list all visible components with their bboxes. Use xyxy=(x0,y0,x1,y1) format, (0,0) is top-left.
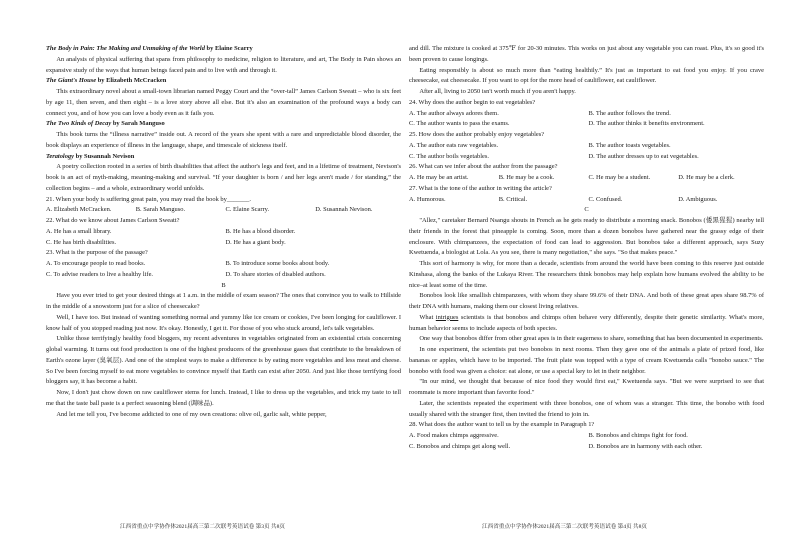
options xyxy=(46,205,401,216)
options xyxy=(409,431,764,453)
option: D. He may be a clerk. xyxy=(678,174,735,181)
option: C. Elaine Scarry. xyxy=(225,206,270,214)
paragraph: After all, living to 2050 isn't worth much if you aren't happy. xyxy=(419,88,576,95)
paragraph: What intrigues scientists is that bonobos and chimps often behave very differently, despite their genetic similarity. What's more, human behavior seems to include aspects of both species. xyxy=(409,313,765,332)
option: B. Bonobos and chimps fight for food. xyxy=(588,432,688,439)
paragraph: Have you ever tried to get your desired things at 1 a.m. in the middle of exam season? The ones that convince you to walk to Hillside in the middle of a snowstorm just for a slice of cheesecake? xyxy=(46,292,401,310)
option: D. The author dresses up to eat vegetables. xyxy=(588,152,699,160)
right-column xyxy=(409,44,764,453)
question-stem: 21. When your body is suffering great pain, you may read the book by_______. xyxy=(46,195,252,203)
page-footer: 江西省重点中学协作体2021届高三第二次联考英语试卷 第3页 共8页 xyxy=(120,524,286,530)
option: A. He has a small library. xyxy=(46,227,112,235)
question-stem: 28. What does the author want to tell us by the example in Paragraph 1? xyxy=(409,421,595,429)
options xyxy=(409,195,764,206)
options xyxy=(409,141,764,163)
book-description: A poetry collection rooted in a series of birth disabilities that affect the author's legs and feet, and in a lifetime of treatment, Nevison's book is an act of myth-making, meaning-making and survival. “If your daughter is born / and her legs aren't made / for standing,” the collection begins – and a whole, extraordinary world unfolds. xyxy=(46,163,401,192)
paragraph: and dill. The mixture is cooked at 375℉ for 20-30 minutes. This works on just about any vegetable you can roast. Plus, it's so good it's been proven to cause longings. xyxy=(409,45,764,63)
option: B. He has a blood disorder. xyxy=(225,227,296,235)
option: A. The author eats raw vegetables. xyxy=(409,141,499,149)
option: C. He has birth disabilities. xyxy=(46,238,117,246)
option: A. Humorous. xyxy=(409,195,446,203)
option: C. The author wants to pass the exams. xyxy=(409,120,510,128)
option: D. He has a giant body. xyxy=(225,238,286,246)
paragraph: In one experiment, the scientists put two bonobos in next rooms. Then they gave one of the animals a plate of prized food, like bananas or apples, which have to be imported. The fruit plate was topped with a type of cream Kwetuenda calls "bonobo sauce." The bonobo with food was given a choice: eat alone, or use a special key to let in their neighbor. xyxy=(409,346,764,375)
book-title: The Two Kinds of Decay by Sarah Manguso xyxy=(46,120,165,128)
underlined-word: intrigues xyxy=(435,313,459,321)
option: C. The author boils vegetables. xyxy=(409,152,489,160)
paragraph: Now, I don't just chow down on raw cauliflower stems for lunch. Instead, I like to dress up the vegetables, and trick my taste to tell me that the taste ball paste is a perfect seasoning blend (调味品). xyxy=(46,389,401,407)
option: C. He may be a student. xyxy=(588,174,651,181)
question-stem: 22. What do we know about James Carlson Sweatt? xyxy=(46,217,180,224)
question-stem: 25. How does the author probably enjoy vegetables? xyxy=(409,131,545,138)
options xyxy=(46,259,401,281)
option: B. The author toasts vegetables. xyxy=(588,141,671,149)
options xyxy=(409,109,764,131)
option: D. Bonobos are in harmony with each other. xyxy=(588,442,703,450)
option: C. To advise readers to live a healthy life. xyxy=(46,270,154,278)
question-stem: 26. What can we infer about the author from the passage? xyxy=(409,163,558,171)
option: B. The author follows the trend. xyxy=(588,109,671,117)
paragraph: One way that bonobos differ from other great apes is in their eagerness to share, something that has been documented in experiments. xyxy=(419,335,764,343)
options xyxy=(46,227,401,249)
paragraph: And let me tell you, I've become addicted to one of my own creations: olive oil, garlic salt, white pepper, xyxy=(56,410,327,418)
question-stem: 23. What is the purpose of the passage? xyxy=(46,249,148,257)
option: B. To introduce some books about body. xyxy=(225,260,330,267)
page-footer: 江西省重点中学协作体2021届高三第二次联考英语试卷 第4页 共8页 xyxy=(482,524,648,530)
option: D. Ambiguous. xyxy=(678,195,718,203)
book-title: The Body in Pain: The Making and Unmaking of the World by Elaine Scarry xyxy=(46,45,253,52)
option: A. To encourage people to read books. xyxy=(46,260,146,267)
book-title: Teratology by Susannah Nevison xyxy=(46,152,135,160)
option: D. Susannah Nevison. xyxy=(315,206,373,214)
paragraph: Eating responsibly is about so much more than “eating healthily.” It's just as important to eat food you enjoy. If you crave cheesecake, eat cheesecake. If you want to opt for the more head of cauliflower, eat cauliflower. xyxy=(409,66,764,85)
option: C. Bonobos and chimps get along well. xyxy=(409,442,511,450)
paragraph: Well, I have too. But instead of wanting something normal and yummy like ice cream or cookies, I've been longing for cauliflower. I know half of you stopped reading just now. It's okay. Honestly, I get it. For those of you who stuck around, let's talk vegetables. xyxy=(46,313,401,332)
paragraph: Bonobos look like smallish chimpanzees, with whom they share 99.6% of their DNA. And both of these great apes share 98.7% of their DNA with humans, making them our closest living relatives. xyxy=(409,292,764,310)
book-description: This book turns the “illness narrative” inside out. A record of the years she spent with a rare and unpredictable blood disorder, the book displays an experience of illness in the language, shape, and timescale of sickness itself. xyxy=(46,131,401,149)
paragraph: Later, the scientists repeated the experiment with three bonobos, one of whom was a stranger. This time, the bonobo with food usually shared with the stranger first, then invited the friend to join in. xyxy=(409,399,764,418)
option: B. He may be a cook. xyxy=(498,174,555,181)
paragraph: This sort of harmony is why, for more than a decade, scientists from around the world have been coming to this reserve just outside Kinshasa, along the banks of the Lukaya River. The researchers think bonobos may help explain how humans evolved the ability to be nice–at least some of the time. xyxy=(409,260,764,289)
option: A. The author always adores them. xyxy=(409,109,499,117)
option: B. Sarah Manguso. xyxy=(135,206,186,214)
book-title: The Giant's House by Elizabeth McCracken xyxy=(46,77,167,85)
section-heading: C xyxy=(584,206,589,214)
paragraph: "In our mind, we thought that because of nice food they would first eat," Kwetuenda says. "But we were surprised to see that roommate is more important than favorite food." xyxy=(409,378,764,396)
book-description: This extraordinary novel about a small-town librarian named Peggy Court and the “over-tall” James Carlson Sweatt – who is six feet by age 11, then seven, and then eight – is a love story above all else. But it's also an examination of the profound ways a body can connect you, and of how you can love a body even as it fails you. xyxy=(46,88,401,117)
option: C. Confused. xyxy=(588,195,623,203)
paragraph: Unlike those terrifyingly healthy food bloggers, my recent adventures in vegetables originated from an existential crisis concerning global warming. It turns out food production is one of the highest producers of the greenhouse gases that contribute to the breakdown of Earth's ozone layer (臭氧层). And one of the simplest ways to make a difference is by eating more vegetables and less meat and cheese. So I've been forcing myself to eat more vegetables to convince myself that Earth can exist after 2050. And just like those terrifying food bloggers say, it has become a habit. xyxy=(46,335,401,386)
option: D. To share stories of disabled authors. xyxy=(225,270,326,278)
left-column xyxy=(46,44,401,420)
question-stem: 24. Why does the author begin to eat vegetables? xyxy=(409,98,536,106)
option: D. The author thinks it benefits environment. xyxy=(588,120,705,128)
options xyxy=(409,173,764,184)
option: A. Food makes chimps aggressive. xyxy=(409,432,499,439)
section-heading: B xyxy=(221,281,226,289)
question-stem: 27. What is the tone of the author in writing the article? xyxy=(409,184,552,192)
paragraph: "Allez," caretaker Bernard Nsangu shouts in French as he gets ready to distribute a morning snack. Bonobos (倭黑猩猩) nearby tell their friends in the forest that pineapple is coming. Soon, more than a dozen bonobos have gathered near the grassy edge of their enclosure. With chimpanzees, the expectation of food can lead to aggression. But bonobos take a different approach, says Suzy Kwetuenda, a biologist at Lola. As you see, there is many negotiation," she says. "So that makes peace." xyxy=(409,217,764,257)
option: A. He may be an artist. xyxy=(409,174,469,181)
option: A. Elizabeth McCracken. xyxy=(46,206,112,214)
book-description: An analysis of physical suffering that spans from philosophy to medicine, religion to literature, and art, The Body in Pain shows an expansive study of the ways that human beings faced pain and to live with and through it. xyxy=(46,55,401,74)
option: B. Critical. xyxy=(498,195,528,203)
